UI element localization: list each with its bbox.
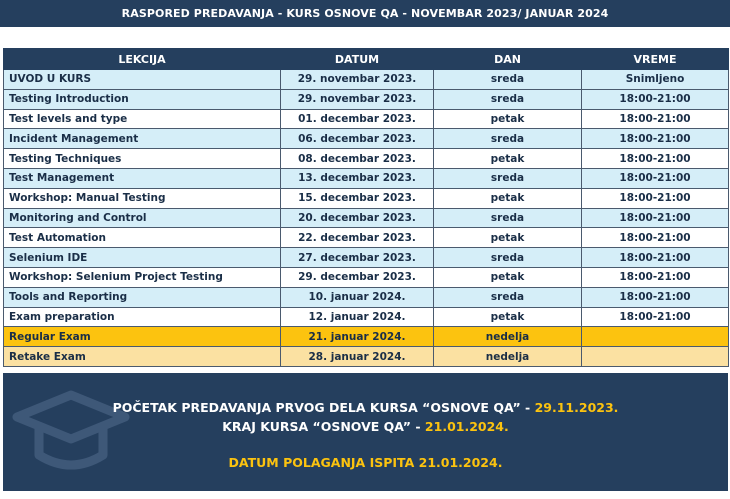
cell-lekcija: Retake Exam — [4, 347, 281, 367]
cell-lekcija: Tools and Reporting — [4, 287, 281, 307]
column-header-dan: DAN — [434, 49, 582, 70]
table-row — [4, 228, 729, 248]
cell-datum: 20. decembar 2023. — [281, 208, 434, 228]
cell-dan: sreda — [434, 287, 582, 307]
cell-vreme: 18:00-21:00 — [582, 287, 729, 307]
cell-dan: sreda — [434, 248, 582, 268]
cell-datum: 28. januar 2024. — [281, 347, 434, 367]
cell-dan: sreda — [434, 208, 582, 228]
table-row — [4, 188, 729, 208]
table-row — [4, 307, 729, 327]
cell-datum: 22. decembar 2023. — [281, 228, 434, 248]
cell-dan: sreda — [434, 70, 582, 90]
cell-datum: 12. januar 2024. — [281, 307, 434, 327]
cell-datum: 06. decembar 2023. — [281, 129, 434, 149]
cell-dan: petak — [434, 307, 582, 327]
table-row — [4, 129, 729, 149]
table-row — [4, 109, 729, 129]
schedule-table — [3, 48, 729, 367]
table-row — [4, 208, 729, 228]
cell-dan: petak — [434, 267, 582, 287]
cell-vreme: 18:00-21:00 — [582, 307, 729, 327]
footer-end-line — [3, 419, 728, 434]
cell-lekcija: Test levels and type — [4, 109, 281, 129]
cell-datum: 27. decembar 2023. — [281, 248, 434, 268]
cell-vreme — [582, 347, 729, 367]
cell-dan: petak — [434, 149, 582, 169]
table-row — [4, 327, 729, 347]
footer-exam-date-line: DATUM POLAGANJA ISPITA 21.01.2024. — [228, 455, 503, 470]
table-row — [4, 248, 729, 268]
cell-datum: 29. novembar 2023. — [281, 89, 434, 109]
footer-end-text: KRAJ KURSA “OSNOVE QA” - — [222, 419, 425, 434]
cell-datum: 29. novembar 2023. — [281, 70, 434, 90]
cell-datum: 13. decembar 2023. — [281, 168, 434, 188]
column-header-lekcija: LEKCIJA — [4, 49, 281, 70]
cell-lekcija: Workshop: Manual Testing — [4, 188, 281, 208]
cell-datum: 21. januar 2024. — [281, 327, 434, 347]
cell-vreme: Snimljeno — [582, 70, 729, 90]
cell-lekcija: UVOD U KURS — [4, 70, 281, 90]
cell-vreme: 18:00-21:00 — [582, 109, 729, 129]
cell-datum: 15. decembar 2023. — [281, 188, 434, 208]
cell-vreme: 18:00-21:00 — [582, 248, 729, 268]
cell-dan: nedelja — [434, 327, 582, 347]
cell-dan: sreda — [434, 89, 582, 109]
cell-lekcija: Exam preparation — [4, 307, 281, 327]
cell-lekcija: Monitoring and Control — [4, 208, 281, 228]
cell-dan: sreda — [434, 168, 582, 188]
footer-start-line — [3, 400, 728, 415]
cell-lekcija: Regular Exam — [4, 327, 281, 347]
cell-vreme: 18:00-21:00 — [582, 267, 729, 287]
column-header-vreme: VREME — [582, 49, 729, 70]
cell-lekcija: Selenium IDE — [4, 248, 281, 268]
cell-lekcija: Test Automation — [4, 228, 281, 248]
table-header-row — [4, 49, 729, 70]
cell-vreme: 18:00-21:00 — [582, 228, 729, 248]
table-row — [4, 287, 729, 307]
cell-datum: 01. decembar 2023. — [281, 109, 434, 129]
cell-dan: petak — [434, 109, 582, 129]
cell-dan: petak — [434, 188, 582, 208]
table-row — [4, 267, 729, 287]
cell-lekcija: Testing Introduction — [4, 89, 281, 109]
footer-start-text: POČETAK PREDAVANJA PRVOG DELA KURSA “OSNOVE QA” - — [112, 400, 535, 415]
schedule-title: RASPORED PREDAVANJA - KURS OSNOVE QA - NOVEMBAR 2023/ JANUAR 2024 — [0, 0, 730, 27]
cell-dan: petak — [434, 228, 582, 248]
cell-dan: nedelja — [434, 347, 582, 367]
cell-vreme: 18:00-21:00 — [582, 208, 729, 228]
cell-vreme: 18:00-21:00 — [582, 89, 729, 109]
column-header-datum: DATUM — [281, 49, 434, 70]
cell-vreme — [582, 327, 729, 347]
cell-datum: 10. januar 2024. — [281, 287, 434, 307]
cell-vreme: 18:00-21:00 — [582, 149, 729, 169]
table-row — [4, 149, 729, 169]
cell-lekcija: Test Management — [4, 168, 281, 188]
footer-end-date: 21.01.2024. — [424, 419, 509, 434]
cell-lekcija: Testing Techniques — [4, 149, 281, 169]
footer-start-date: 29.11.2023. — [534, 400, 619, 415]
cell-lekcija: Incident Management — [4, 129, 281, 149]
cell-datum: 08. decembar 2023. — [281, 149, 434, 169]
cell-vreme: 18:00-21:00 — [582, 168, 729, 188]
cell-lekcija: Workshop: Selenium Project Testing — [4, 267, 281, 287]
footer-panel — [3, 373, 728, 491]
cell-datum: 29. decembar 2023. — [281, 267, 434, 287]
table-row — [4, 89, 729, 109]
table-row — [4, 347, 729, 367]
table-row — [4, 168, 729, 188]
cell-vreme: 18:00-21:00 — [582, 129, 729, 149]
cell-vreme: 18:00-21:00 — [582, 188, 729, 208]
cell-dan: sreda — [434, 129, 582, 149]
table-row — [4, 70, 729, 90]
